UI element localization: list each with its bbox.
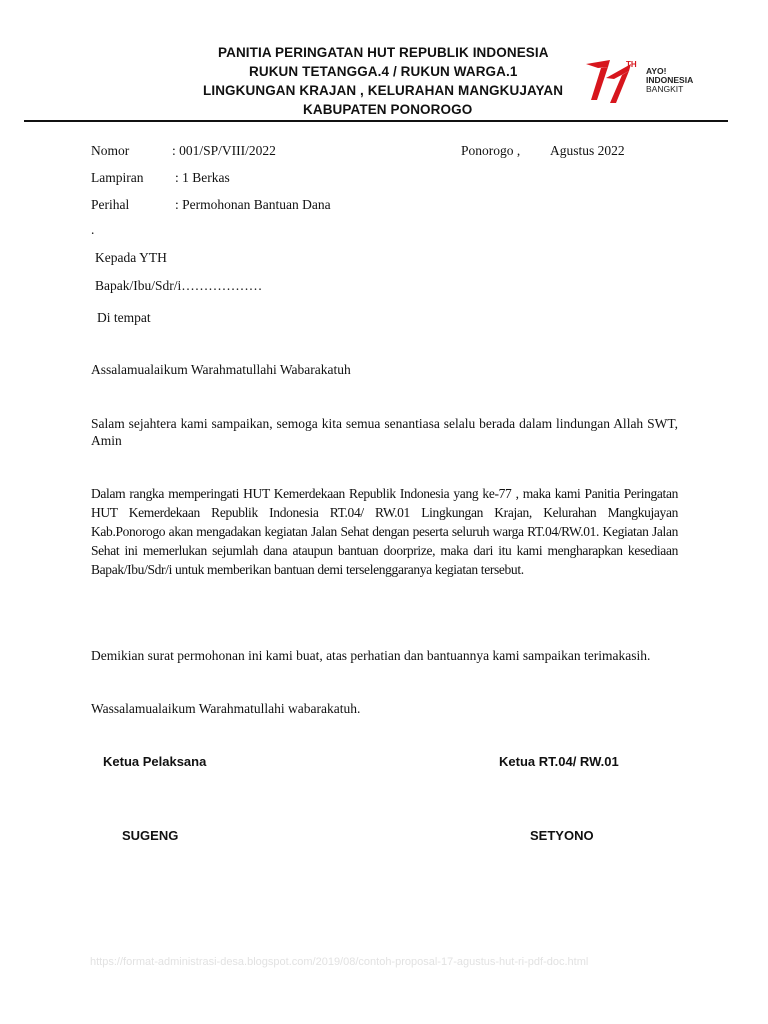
di-tempat: Di tempat	[97, 310, 151, 325]
paragraph-main: Dalam rangka memperingati HUT Kemerdekaan Republik Indonesia yang ke-77 , maka kami Panitia Peringatan HUT Kemerdekaan Republik Indonesia RT.04/ RW.01 Lingkungan Krajan, Kelurahan Mangkujayan Kab.Ponorogo akan mengadakan kegiatan Jalan Sehat dengan peserta seluruh warga RT.04/RW.01. Kegiatan Jalan Sehat ini memerlukan sejumlah dana ataupun bantuan doorprize, maka dari itu kami mengharapkan kesediaan Bapak/Ibu/Sdr/i untuk memberikan bantuan demi terselenggaranya kegiatan tersebut.	[91, 486, 678, 577]
header-divider	[24, 120, 728, 122]
header-rt-rw: RUKUN TETANGGA.4 / RUKUN WARGA.1	[249, 64, 518, 79]
nomor-value: : 001/SP/VIII/2022	[172, 143, 276, 158]
logo-text-indonesia: INDONESIA	[646, 75, 694, 85]
logo-superscript: TH	[626, 60, 637, 69]
header-kabupaten: KABUPATEN PONOROGO	[303, 102, 473, 117]
paragraph-salam: Salam sejahtera kami sampaikan, semoga kita semua senantiasa selalu berada dalam lindungan Allah SWT, Amin	[91, 416, 678, 448]
kepada-yth: Kepada YTH	[95, 250, 167, 265]
logo-text-ayo: AYO!	[646, 66, 667, 76]
logo-text-bangkit: BANGKIT	[646, 84, 684, 94]
lampiran-value: : 1 Berkas	[175, 170, 230, 185]
hut-ri-77-logo	[584, 56, 714, 106]
salam-penutup: Wassalamualaikum Warahmatullahi wabarakatuh.	[91, 701, 361, 716]
perihal-value: : Permohonan Bantuan Dana	[175, 197, 331, 212]
stray-dot: .	[91, 222, 95, 237]
salam-pembuka: Assalamualaikum Warahmatullahi Wabarakatuh	[91, 362, 351, 377]
source-url-watermark: https://format-administrasi-desa.blogspot.com/2019/08/contoh-proposal-17-agustus-hut-ri-pdf-doc.html	[90, 956, 589, 968]
recipient-line: Bapak/Ibu/Sdr/i………………	[95, 278, 263, 293]
perihal-label: Perihal	[91, 197, 130, 212]
nomor-label: Nomor	[91, 143, 130, 158]
signature-left-name: SUGENG	[122, 828, 179, 843]
signature-left-title: Ketua Pelaksana	[103, 754, 207, 769]
signature-right-name: SETYONO	[530, 828, 594, 843]
lampiran-label: Lampiran	[91, 170, 144, 185]
header-lingkungan: LINGKUNGAN KRAJAN , KELURAHAN MANGKUJAYAN	[203, 83, 564, 98]
paragraph-closing: Demikian surat permohonan ini kami buat, atas perhatian dan bantuannya kami sampaikan terimakasih.	[91, 648, 651, 663]
letter-date: Agustus 2022	[550, 143, 625, 158]
letter-place: Ponorogo ,	[461, 143, 521, 158]
signature-right-title: Ketua RT.04/ RW.01	[499, 754, 619, 769]
header-org-title: PANITIA PERINGATAN HUT REPUBLIK INDONESIA	[218, 45, 549, 60]
